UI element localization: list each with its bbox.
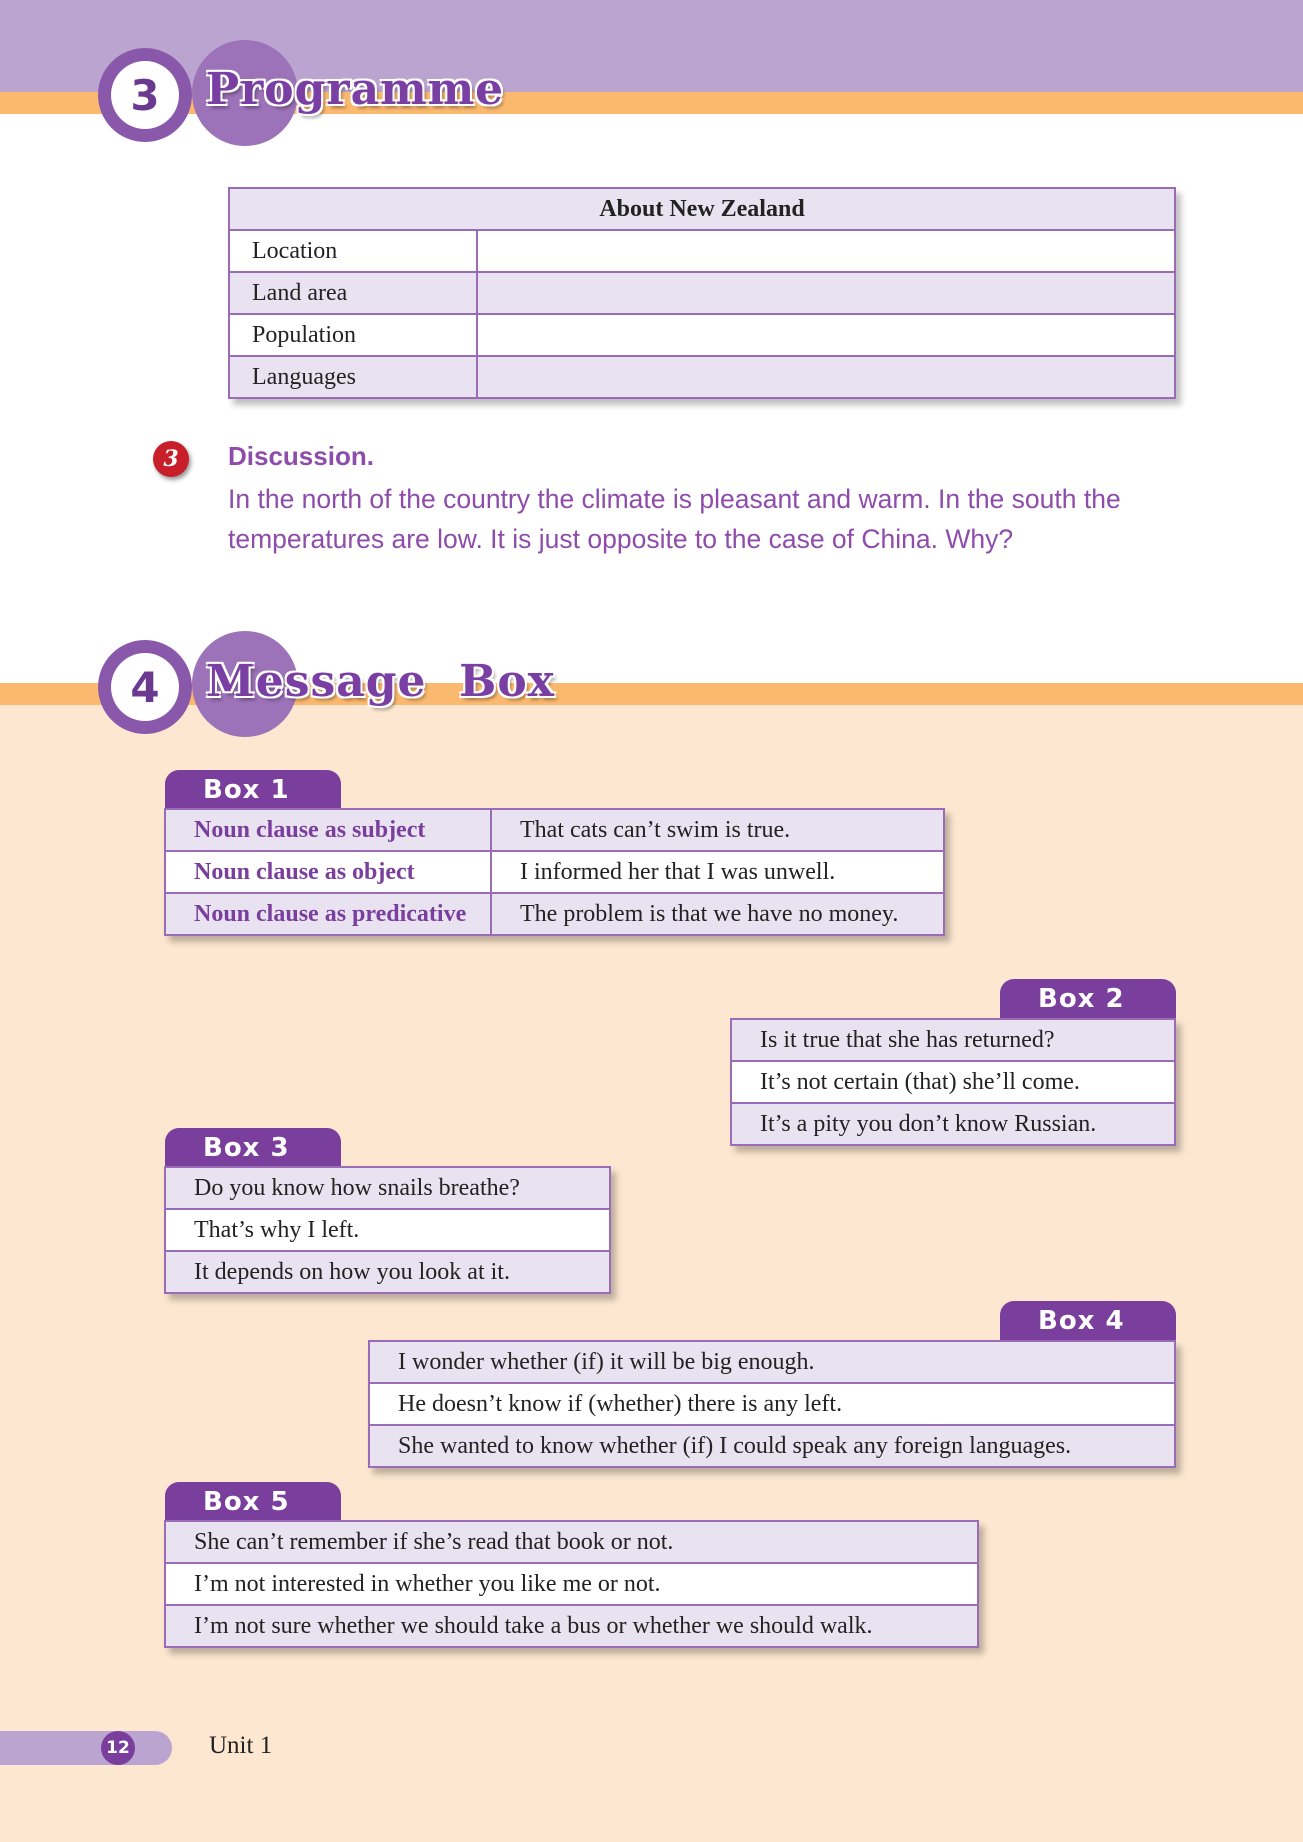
discussion-text: In the north of the country the climate is pleasant and warm. In the south the temperatures are low. It is just opposite to the case of China. Why? (228, 484, 1121, 554)
table-row (229, 314, 1175, 356)
row-value-location[interactable] (477, 230, 1175, 272)
section-3-title: Programme (206, 64, 505, 115)
row-label-population: Population (229, 314, 477, 356)
table-row (165, 851, 944, 893)
table-row (229, 272, 1175, 314)
box-3-example: Do you know how snails breathe? (165, 1167, 610, 1209)
box-5-example: I’m not interested in whether you like me or not. (165, 1563, 978, 1605)
box-4-table (368, 1340, 1176, 1468)
box-1-example: That cats can’t swim is true. (491, 809, 944, 851)
box-1-tab: Box 1 (165, 770, 341, 810)
section-4-badge (98, 640, 192, 734)
table-row (369, 1425, 1175, 1467)
table-row (369, 1383, 1175, 1425)
section-3-number: 3 (111, 61, 179, 129)
table-row (165, 1563, 978, 1605)
box-1-example: I informed her that I was unwell. (491, 851, 944, 893)
row-label-languages: Languages (229, 356, 477, 398)
about-new-zealand-table (228, 187, 1176, 399)
box-2-example: It’s not certain (that) she’ll come. (731, 1061, 1175, 1103)
table-row (165, 1167, 610, 1209)
box-1-term: Noun clause as subject (165, 809, 491, 851)
box-5-example: I’m not sure whether we should take a bus or whether we should walk. (165, 1605, 978, 1647)
box-2-example: Is it true that she has returned? (731, 1019, 1175, 1061)
table-row (731, 1103, 1175, 1145)
table-header-row (229, 188, 1175, 230)
row-value-population[interactable] (477, 314, 1175, 356)
table-row (731, 1061, 1175, 1103)
row-label-location: Location (229, 230, 477, 272)
box-2-example: It’s a pity you don’t know Russian. (731, 1103, 1175, 1145)
box-4-example: I wonder whether (if) it will be big enough. (369, 1341, 1175, 1383)
box-4-tab: Box 4 (1000, 1301, 1176, 1341)
table-row (165, 1251, 610, 1293)
box-1-term: Noun clause as predicative (165, 893, 491, 935)
table-row (165, 1605, 978, 1647)
box-1-table (164, 808, 945, 936)
footer-pill (0, 1731, 172, 1765)
table-row (165, 809, 944, 851)
row-value-land-area[interactable] (477, 272, 1175, 314)
box-5-example: She can’t remember if she’s read that book or not. (165, 1521, 978, 1563)
discussion-title: Discussion. (228, 441, 374, 471)
box-5-table (164, 1520, 979, 1648)
row-label-land-area: Land area (229, 272, 477, 314)
box-1-term: Noun clause as object (165, 851, 491, 893)
row-value-languages[interactable] (477, 356, 1175, 398)
table-row (165, 1521, 978, 1563)
box-3-table (164, 1166, 611, 1294)
table-row (229, 356, 1175, 398)
box-2-tab: Box 2 (1000, 979, 1176, 1019)
page-number: 12 (101, 1731, 135, 1765)
section-4-number: 4 (111, 653, 179, 721)
box-4-example: She wanted to know whether (if) I could speak any foreign languages. (369, 1425, 1175, 1467)
table-row (369, 1341, 1175, 1383)
table-row (165, 893, 944, 935)
table-row (229, 230, 1175, 272)
box-3-tab: Box 3 (165, 1128, 341, 1168)
box-1-example: The problem is that we have no money. (491, 893, 944, 935)
box-2-table (730, 1018, 1176, 1146)
box-4-example: He doesn’t know if (whether) there is any left. (369, 1383, 1175, 1425)
footer-unit-label: Unit 1 (209, 1732, 273, 1759)
box-3-example: That’s why I left. (165, 1209, 610, 1251)
box-5-tab: Box 5 (165, 1482, 341, 1522)
section-4-title: Message Box (206, 656, 555, 707)
section-3-badge (98, 48, 192, 142)
table-row (731, 1019, 1175, 1061)
box-3-example: It depends on how you look at it. (165, 1251, 610, 1293)
table-title: About New Zealand (229, 188, 1175, 230)
table-row (165, 1209, 610, 1251)
discussion-number-badge: 3 (153, 441, 189, 477)
